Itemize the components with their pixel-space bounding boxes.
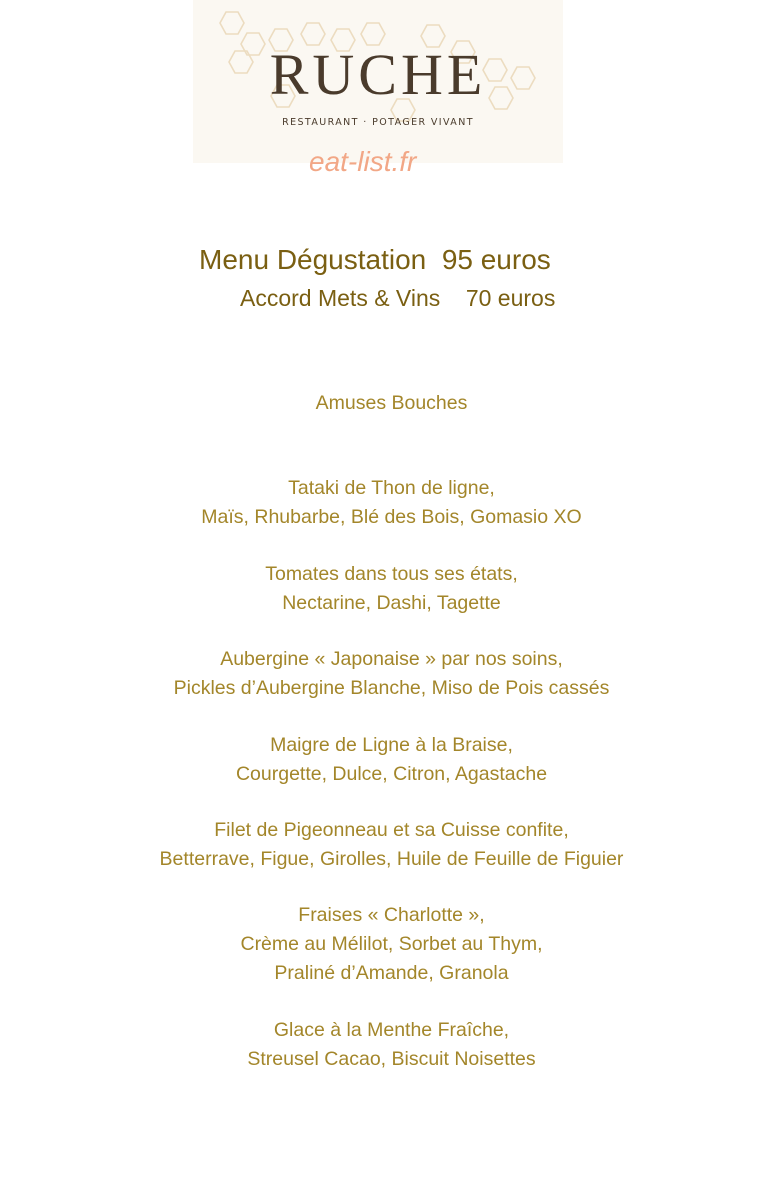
course-4-title: Maigre de Ligne à la Braise, (270, 734, 513, 756)
course-3-title: Aubergine « Japonaise » par nos soins, (220, 648, 563, 670)
course-1-title: Tataki de Thon de ligne, (288, 477, 495, 499)
restaurant-logo (193, 0, 563, 163)
logo-name: RUCHE (269, 42, 487, 107)
course-7-detail: Streusel Cacao, Biscuit Noisettes (247, 1048, 536, 1070)
amuse-bouche: Amuses Bouches (315, 392, 468, 414)
course-6-detail-1: Crème au Mélilot, Sorbet au Thym, (240, 933, 543, 955)
course-6-title: Fraises « Charlotte », (298, 904, 485, 926)
course-7-title: Glace à la Menthe Fraîche, (273, 1019, 510, 1041)
logo-tagline: RESTAURANT · POTAGER VIVANT (282, 117, 474, 128)
course-6-detail-2: Praliné d’Amande, Granola (274, 962, 509, 984)
menu-price-title: Menu Dégustation 95 euros (199, 244, 551, 275)
course-5-title: Filet de Pigeonneau et sa Cuisse confite, (214, 819, 569, 841)
course-3-detail: Pickles d’Aubergine Blanche, Miso de Pois cassés (173, 677, 610, 699)
wine-pairing-price: Accord Mets & Vins 70 euros (240, 285, 556, 311)
course-5-detail: Betterrave, Figue, Girolles, Huile de Feuille de Figuier (159, 848, 624, 870)
course-4-detail: Courgette, Dulce, Citron, Agastache (235, 763, 548, 785)
watermark-link[interactable]: eat-list.fr (309, 146, 417, 177)
course-1-detail: Maïs, Rhubarbe, Blé des Bois, Gomasio XO (201, 506, 582, 528)
course-2-detail: Nectarine, Dashi, Tagette (282, 592, 501, 614)
course-2-title: Tomates dans tous ses états, (265, 563, 518, 585)
